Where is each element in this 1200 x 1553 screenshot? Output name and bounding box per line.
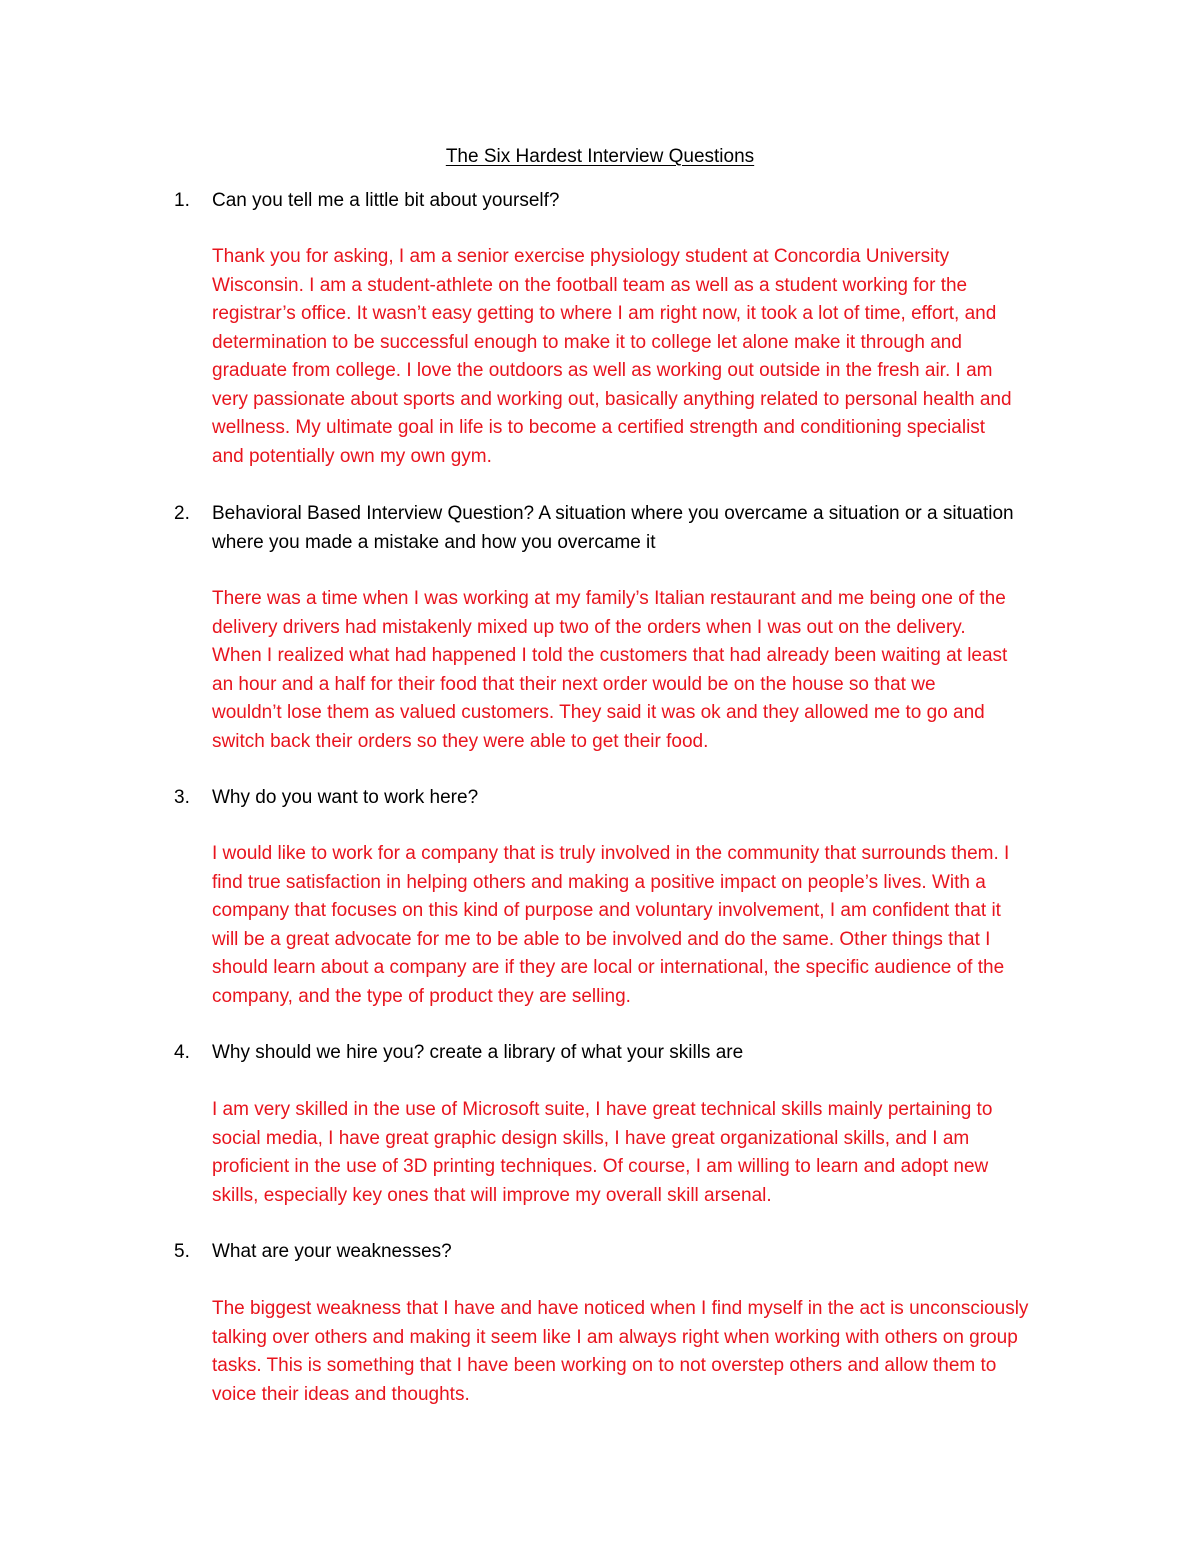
question-number: 4. xyxy=(174,1042,190,1063)
question-text: Why do you want to work here? xyxy=(212,787,479,808)
question-text: Can you tell me a little bit about yourself? xyxy=(212,190,560,211)
answer-text: I would like to work for a company that is truly involved in the community that surrounds them. I find true satisfaction in helping others and making a positive impact on people’s lives. With a company that focuses on this kind of purpose and voluntary involvement, I am confident that it will be a great advocate for me to be able to be involved and do the same. Other things that I should learn about a company are if they are local or international, the specific audience of the company, and the type of product they are selling. xyxy=(212,843,1010,1007)
document-title: The Six Hardest Interview Questions xyxy=(445,146,755,167)
question-text: Behavioral Based Interview Question? A situation where you overcame a situation or a situation where you made a mistake and how you overcame it xyxy=(212,503,1014,553)
question-number: 3. xyxy=(174,787,190,808)
answer-text: I am very skilled in the use of Microsoft suite, I have great technical skills mainly pertaining to social media, I have great graphic design skills, I have great organizational skills, and I am proficient in the use of 3D printing techniques. Of course, I am willing to learn and adopt new skills, especially key ones that will improve my overall skill arsenal. xyxy=(212,1099,993,1206)
answer-text: Thank you for asking, I am a senior exercise physiology student at Concordia University Wisconsin. I am a student-athlete on the football team as well as a student working for the registrar’s office. It wasn’t easy getting to where I am right now, it took a lot of time, effort, and determination to be successful enough to make it to college let alone make it through and graduate from college. I love the outdoors as well as working out outside in the fresh air. I am very passionate about sports and working out, basically anything related to personal health and wellness. My ultimate goal in life is to become a certified strength and conditioning specialist and potentially own my own gym. xyxy=(212,246,1012,467)
question-text: Why should we hire you? create a library of what your skills are xyxy=(212,1042,744,1063)
answer-text: The biggest weakness that I have and have noticed when I find myself in the act is unconsciously talking over others and making it seem like I am always right when working with others on group tasks. This is something that I have been working on to not overstep others and allow them to voice their ideas and thoughts. xyxy=(212,1298,1029,1405)
question-number: 1. xyxy=(174,190,190,211)
question-number: 2. xyxy=(174,503,190,524)
answer-text: There was a time when I was working at my family’s Italian restaurant and me being one of the delivery drivers had mistakenly mixed up two of the orders when I was out on the delivery. When I realized what had happened I told the customers that had already been waiting at least an hour and a half for their food that their next order would be on the house so that we wouldn’t lose them as valued customers. They said it was ok and they allowed me to go and switch back their orders so they were able to get their food. xyxy=(212,588,1008,752)
question-text: What are your weaknesses? xyxy=(212,1241,452,1262)
question-number: 5. xyxy=(174,1241,190,1262)
